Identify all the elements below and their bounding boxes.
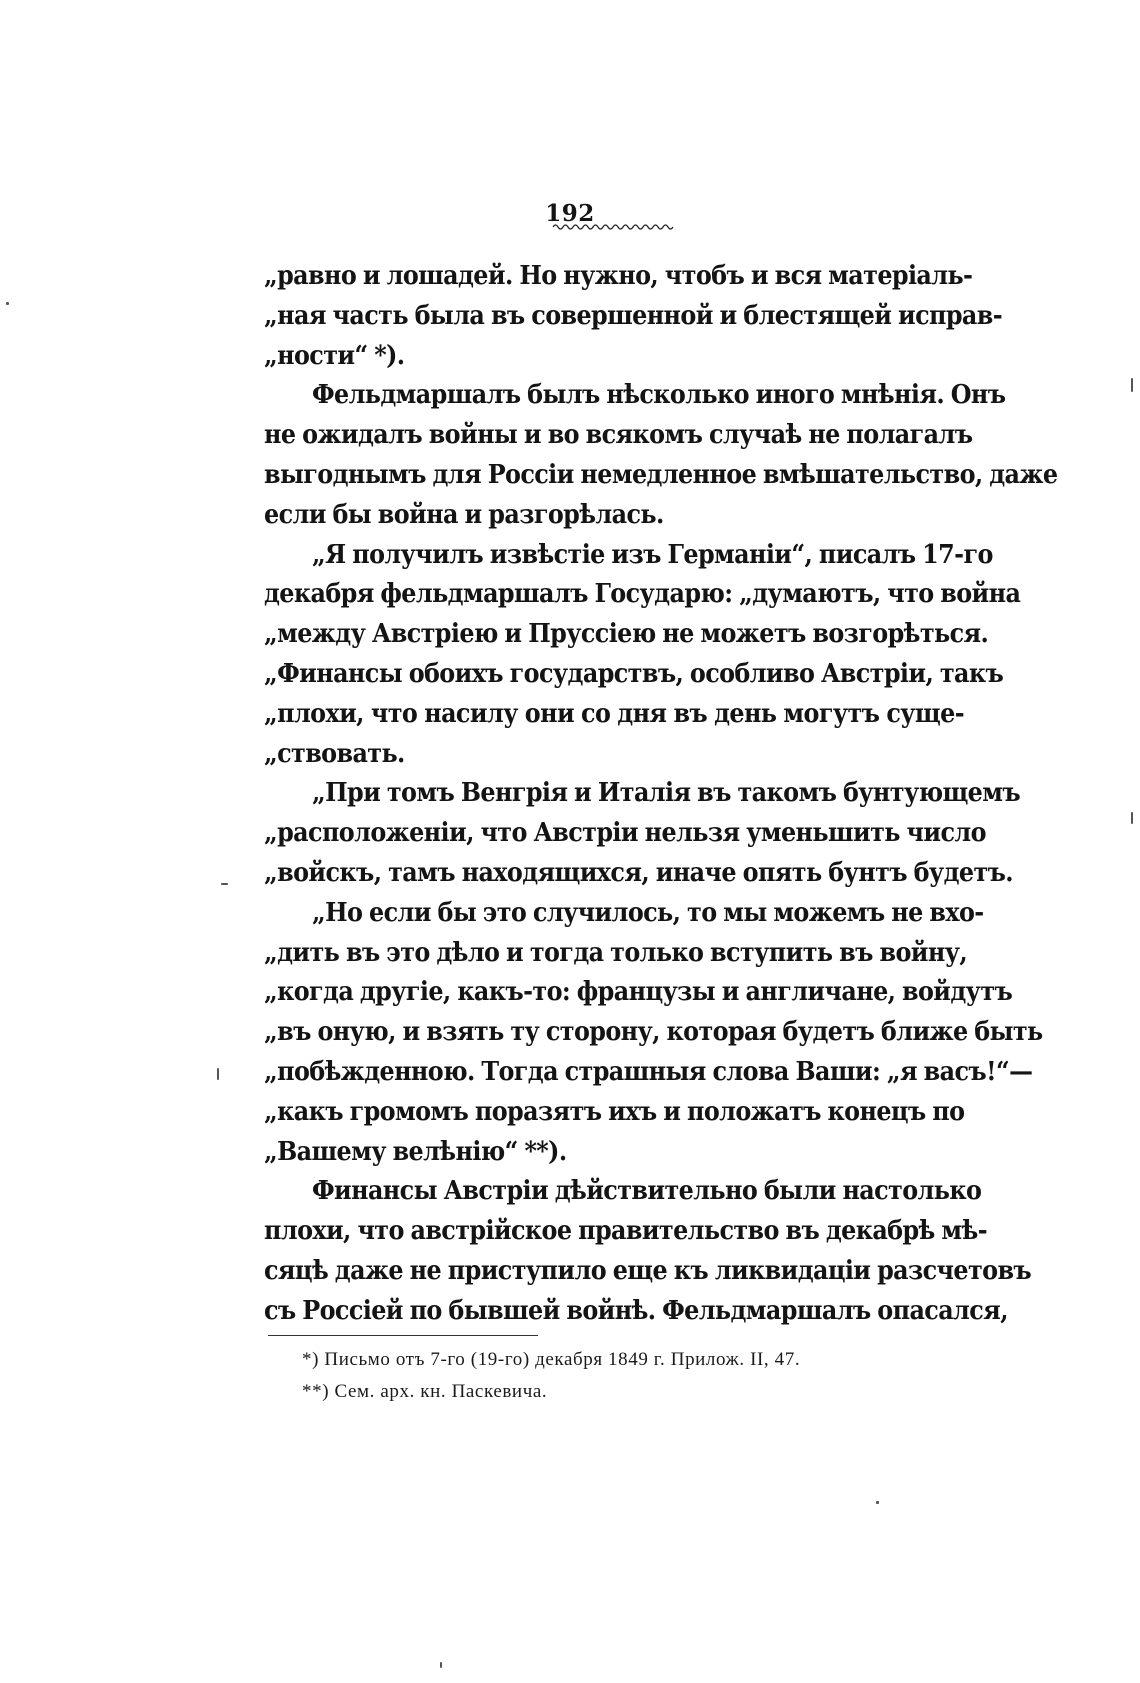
text-line: „ности“ *). [264, 339, 405, 371]
text-line: не ожидалъ войны и во всякомъ случаѣ не полагалъ [264, 419, 973, 451]
text-line: „Вашему велѣнію“ **). [264, 1135, 567, 1167]
footnote-divider [268, 1335, 538, 1336]
scan-speck [876, 1501, 879, 1504]
footnotes [302, 1344, 800, 1408]
text-line: выгоднымъ для Россіи немедленное вмѣшательство, даже [264, 458, 1058, 490]
text-line: „Я получилъ извѣстіе изъ Германіи“, писалъ 17-го [312, 538, 993, 570]
text-line: „расположеніи, что Австріи нельзя уменьшить число [264, 817, 986, 849]
text-line: „ная часть была въ совершенной и блестящей исправ- [264, 299, 1003, 331]
footnote: *) Письмо отъ 7-го (19-го) декабря 1849 г. Прилож. II, 47. [302, 1349, 801, 1370]
text-line: съ Россіей по бывшей войнѣ. Фельдмаршалъ опасался, [264, 1294, 1008, 1326]
text-line: сяцѣ даже не приступило еще къ ликвидаціи разсчетовъ [264, 1254, 1032, 1286]
text-line: „въ оную, и взять ту сторону, которая будетъ ближе быть [264, 1016, 1043, 1048]
text-line: „какъ громомъ поразятъ ихъ и положатъ конецъ по [264, 1095, 965, 1127]
text-line: „Финансы обоихъ государствъ, особливо Австріи, такъ [264, 657, 1004, 689]
main-text [264, 256, 1058, 1331]
scan-speck [217, 1068, 219, 1080]
text-line: „побѣжденною. Тогда страшныя слова Ваши: „я васъ!“— [264, 1055, 1033, 1087]
text-line: „ствовать. [264, 737, 405, 769]
text-line: Фельдмаршалъ былъ нѣсколько иного мнѣнія. Онъ [312, 379, 1006, 411]
text-line: „между Австріею и Пруссіею не можетъ возгорѣться. [264, 618, 989, 650]
text-line: плохи, что австрійское правительство въ декабрѣ мѣ- [264, 1215, 987, 1247]
text-line: „равно и лошадей. Но нужно, чтобъ и вся матеріаль- [264, 260, 973, 291]
scan-speck [221, 883, 228, 885]
wavy-ornament [553, 222, 673, 232]
footnote: **) Сем. арх. кн. Паскевича. [302, 1381, 548, 1402]
text-line: если бы война и разгорѣлась. [264, 498, 664, 530]
scan-speck [440, 1662, 442, 1668]
text-line: „дить въ это дѣло и тогда только вступить въ войну, [264, 936, 968, 968]
text-line: „когда другіе, какъ-то: французы и англичане, войдутъ [264, 976, 1013, 1008]
scan-speck [1131, 378, 1133, 392]
scan-speck [1131, 812, 1133, 824]
text-line: „плохи, что насилу они со дня въ день могутъ суще- [264, 697, 964, 729]
text-line: „Но если бы это случилось, то мы можемъ не вхо- [312, 896, 984, 928]
text-line: декабря фельдмаршалъ Государю: „думаютъ, что война [264, 578, 1021, 610]
text-line: Финансы Австріи дѣйствительно были настолько [312, 1175, 982, 1207]
scan-speck [6, 302, 9, 305]
text-line: „войскъ, тамъ находящихся, иначе опять бунтъ будетъ. [264, 856, 1014, 888]
page-number: 192 [545, 200, 595, 227]
text-line: „При томъ Венгрія и Италія въ такомъ бунтующемъ [312, 777, 1021, 809]
